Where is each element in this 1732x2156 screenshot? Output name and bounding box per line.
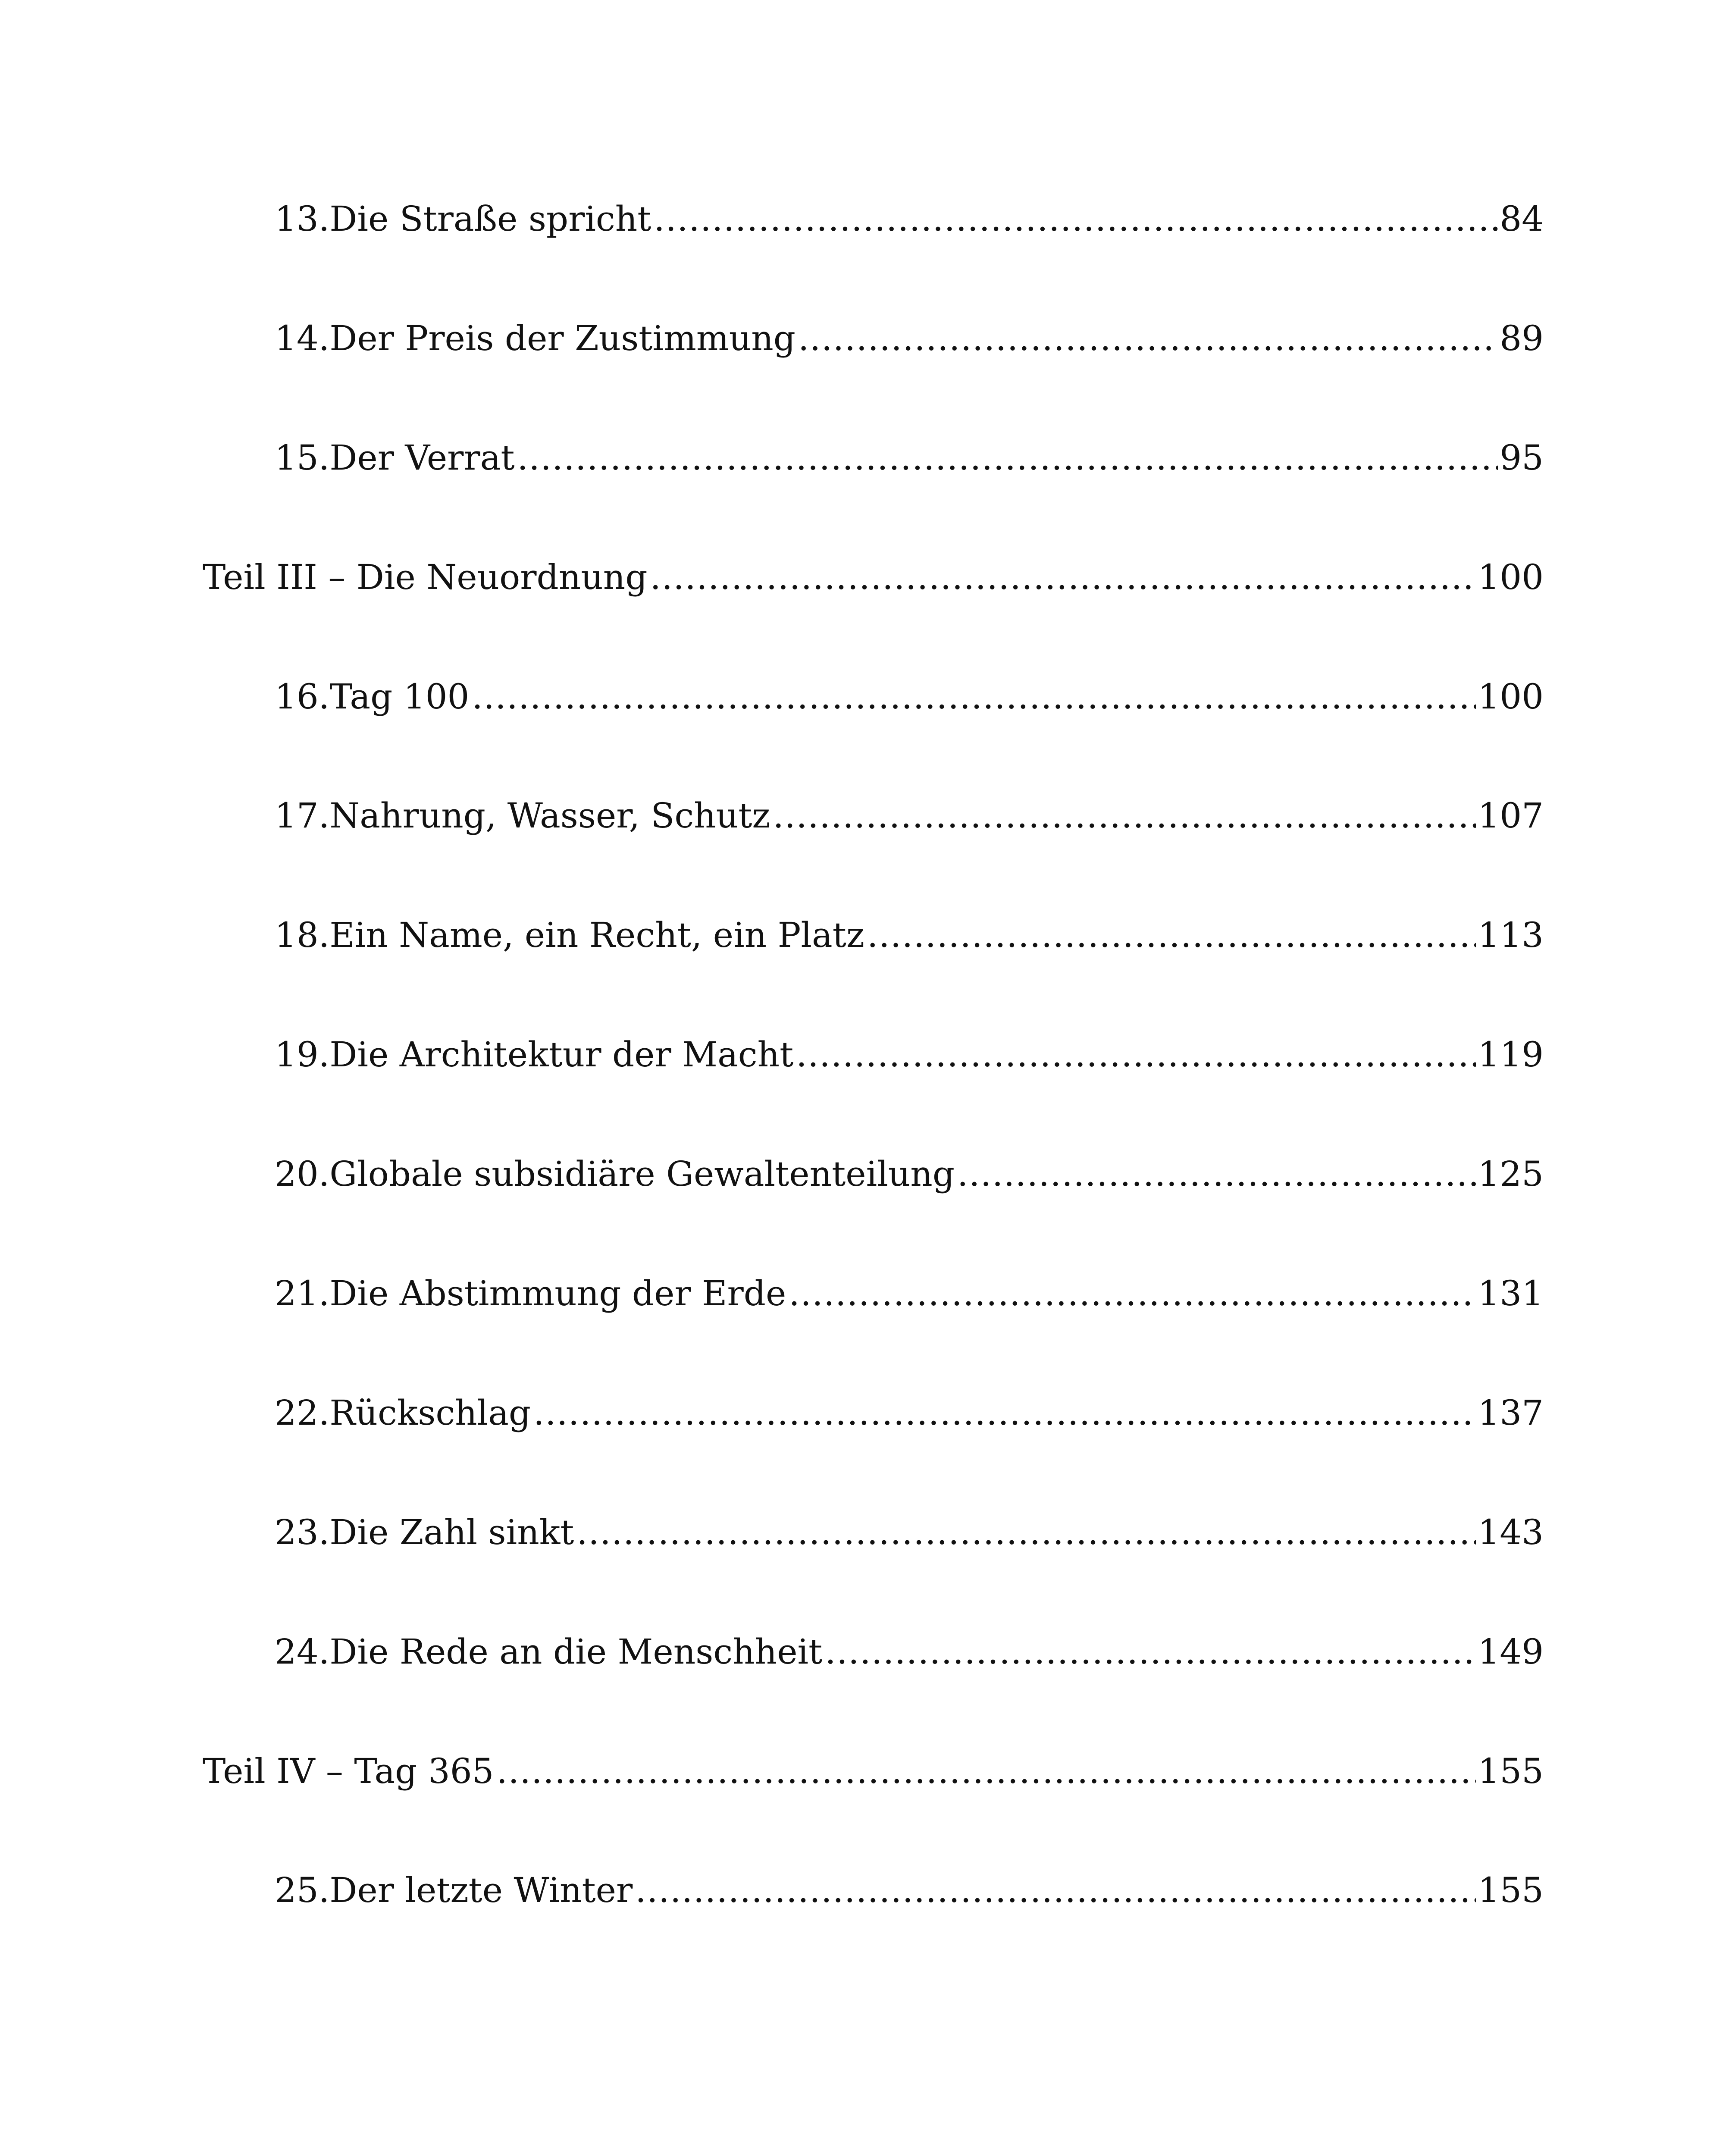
table-of-contents: [203, 199, 1544, 1993]
toc-entry-title: 13.Die Straße spricht: [275, 199, 651, 239]
toc-entry-title: 18.Ein Name, ein Recht, ein Platz: [275, 915, 865, 956]
toc-entry-title: 22.Rückschlag: [275, 1392, 531, 1433]
toc-entry[interactable]: [203, 1631, 1544, 1754]
toc-dot-leader: [576, 1515, 1476, 1550]
toc-entry-title: 17.Nahrung, Wasser, Schutz: [275, 796, 770, 836]
toc-page-number: 155: [1478, 1751, 1544, 1791]
toc-page-number: 100: [1478, 676, 1544, 717]
toc-entry[interactable]: [203, 1870, 1544, 1993]
toc-dot-leader: [773, 799, 1476, 833]
toc-page-number: 137: [1478, 1392, 1544, 1433]
toc-entry-title: 19.Die Architektur der Macht: [275, 1034, 794, 1075]
toc-entry-title: 24.Die Rede an die Menschheit: [275, 1631, 823, 1672]
toc-entry[interactable]: [203, 437, 1544, 560]
toc-page-number: 131: [1478, 1273, 1544, 1314]
toc-entry-title: 16.Tag 100: [275, 676, 470, 717]
toc-entry[interactable]: [203, 796, 1544, 918]
toc-entry[interactable]: [203, 1273, 1544, 1396]
toc-entry-title: 20.Globale subsidiäre Gewaltenteilung: [275, 1154, 955, 1194]
toc-page-number: 149: [1478, 1631, 1544, 1672]
toc-dot-leader: [497, 1754, 1476, 1789]
toc-dot-leader: [635, 1873, 1476, 1908]
toc-entry[interactable]: [203, 557, 1544, 680]
toc-entry[interactable]: [203, 318, 1544, 441]
toc-entry[interactable]: [203, 1392, 1544, 1515]
toc-page-number: 95: [1500, 437, 1544, 478]
toc-entry[interactable]: [203, 1751, 1544, 1874]
toc-dot-leader: [517, 441, 1498, 475]
toc-entry[interactable]: [203, 1512, 1544, 1635]
toc-entry-title: 21.Die Abstimmung der Erde: [275, 1273, 786, 1314]
toc-entry-title: 14.Der Preis der Zustimmung: [275, 318, 796, 358]
toc-page-number: 84: [1500, 199, 1544, 239]
toc-page-number: 107: [1478, 796, 1544, 836]
toc-dot-leader: [825, 1635, 1476, 1669]
toc-dot-leader: [798, 321, 1498, 356]
toc-dot-leader: [796, 1037, 1476, 1072]
toc-dot-leader: [957, 1157, 1476, 1191]
toc-entry[interactable]: [203, 1034, 1544, 1157]
toc-page-number: 89: [1500, 318, 1544, 358]
toc-entry-title: Teil IV – Tag 365: [203, 1751, 494, 1791]
toc-page-number: 119: [1478, 1034, 1544, 1075]
toc-page-number: 113: [1478, 915, 1544, 956]
toc-page-number: 155: [1478, 1870, 1544, 1911]
toc-entry-title: 25.Der letzte Winter: [275, 1870, 633, 1911]
toc-entry-title: Teil III – Die Neuordnung: [203, 557, 648, 597]
toc-page-number: 125: [1478, 1154, 1544, 1194]
toc-dot-leader: [789, 1276, 1476, 1311]
toc-entry-title: 15.Der Verrat: [275, 437, 515, 478]
toc-entry[interactable]: [203, 1154, 1544, 1276]
toc-entry[interactable]: [203, 199, 1544, 321]
toc-entry[interactable]: [203, 915, 1544, 1037]
toc-page-number: 143: [1478, 1512, 1544, 1552]
toc-dot-leader: [472, 680, 1476, 714]
toc-dot-leader: [650, 560, 1476, 595]
toc-dot-leader: [867, 918, 1476, 953]
toc-dot-leader: [533, 1396, 1476, 1430]
toc-entry-title: 23.Die Zahl sinkt: [275, 1512, 574, 1552]
toc-dot-leader: [654, 202, 1498, 236]
toc-entry[interactable]: [203, 676, 1544, 799]
toc-page-number: 100: [1478, 557, 1544, 597]
